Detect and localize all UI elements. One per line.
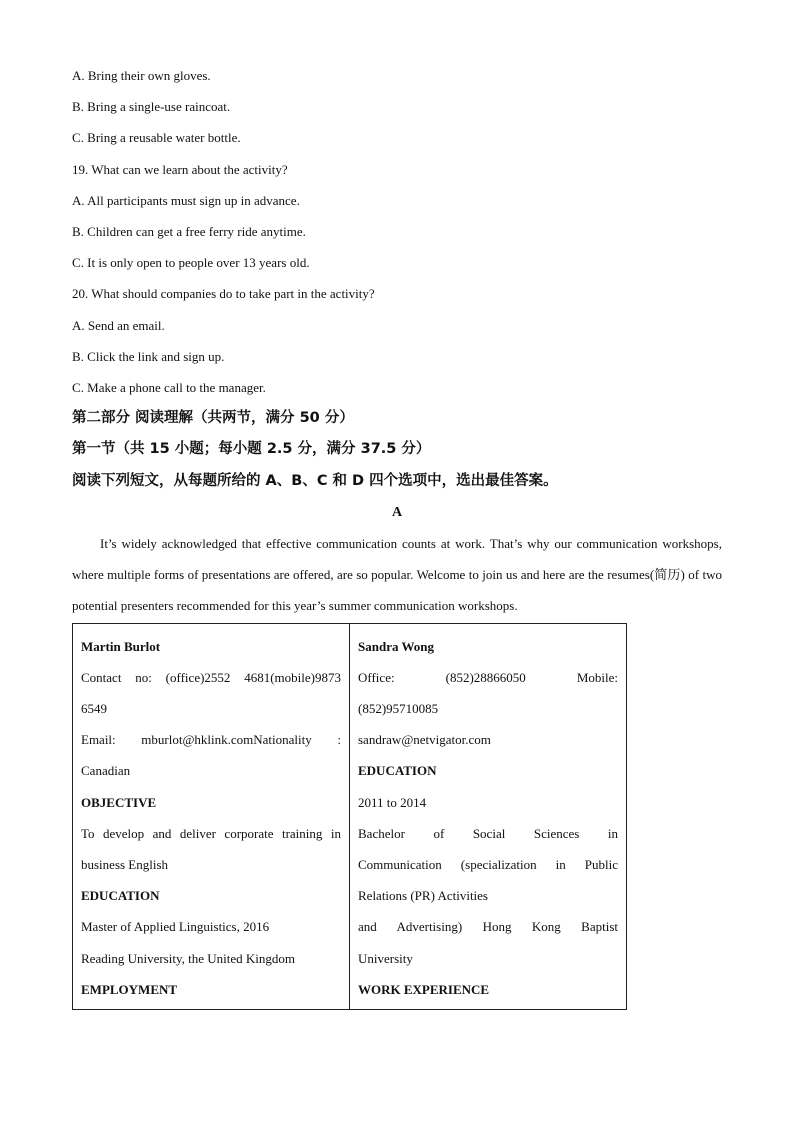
office-line-2: (852)95710085 [358, 701, 439, 717]
option-19c: C. It is only open to people over 13 years old. [72, 255, 310, 271]
objective-line-1: To develop and deliver corporate training in [81, 825, 341, 841]
contact-line-2: 6549 [81, 701, 107, 717]
degree-line-2: Communication (specialization in Public [358, 857, 618, 873]
option-19a: A. All participants must sign up in advance. [72, 192, 300, 208]
section-header-part-two: 第二部分 阅读理解（共两节，满分 50 分） [72, 410, 354, 427]
degree-line-3: Relations (PR) Activities [358, 888, 488, 904]
question-19: 19. What can we learn about the activity? [72, 161, 288, 177]
employment-heading: EMPLOYMENT [81, 981, 178, 997]
contact-line-1: Contact no: (office)2552 4681(mobile)9873 [81, 669, 341, 685]
work-experience-heading: WORK EXPERIENCE [358, 981, 490, 997]
presenter-name-sandra: Sandra Wong [358, 638, 434, 654]
office-line-1: Office: (852)28866050 Mobile: [358, 669, 618, 685]
degree-line-1: Bachelor of Social Sciences in [358, 825, 618, 841]
degree-line-5: University [358, 950, 413, 966]
email-line-2: Canadian [81, 763, 131, 779]
intro-paragraph: It’s widely acknowledged that effective communication counts at work. That’s why our communication workshops, where multiple forms of presentations are offered, are so popular. Welcome to join us and here are the resumes(简历) of two potential presenters recommended for this year’s summer communication workshops. [72, 536, 722, 614]
degree-line-4: and Advertising) Hong Kong Baptist [358, 919, 618, 935]
option-18b: B. Bring a single-use raincoat. [72, 99, 231, 115]
resume-left-column [73, 623, 350, 1009]
objective-heading: OBJECTIVE [81, 794, 157, 810]
question-20: 20. What should companies do to take part in the activity? [72, 286, 375, 302]
resume-right-column [350, 623, 627, 1009]
resume-table [72, 623, 627, 1010]
option-18c: C. Bring a reusable water bottle. [72, 130, 241, 146]
education-years: 2011 to 2014 [358, 794, 427, 810]
education-line-1: Master of Applied Linguistics, 2016 [81, 919, 270, 935]
section-instructions: 阅读下列短文，从每题所给的 A、B、C 和 D 四个选项中，选出最佳答案。 [72, 472, 558, 489]
education-line-2: Reading University, the United Kingdom [81, 950, 295, 966]
education-heading-left: EDUCATION [81, 888, 160, 904]
option-20a: A. Send an email. [72, 317, 165, 333]
document-page [72, 60, 722, 1010]
option-19b: B. Children can get a free ferry ride anytime. [72, 224, 306, 240]
option-20b: B. Click the link and sign up. [72, 348, 225, 364]
email-line-1: Email: mburlot@hklink.comNationality : [81, 732, 341, 748]
passage-label: A [391, 504, 403, 520]
education-heading-right: EDUCATION [358, 763, 437, 779]
option-18a: A. Bring their own gloves. [72, 68, 211, 83]
email-sandra: sandraw@netvigator.com [358, 732, 491, 748]
option-20c: C. Make a phone call to the manager. [72, 380, 266, 396]
objective-line-2: business English [81, 857, 169, 873]
presenter-name-martin: Martin Burlot [81, 638, 161, 654]
section-header-section-one: 第一节（共 15 小题；每小题 2.5 分，满分 37.5 分） [72, 441, 431, 458]
